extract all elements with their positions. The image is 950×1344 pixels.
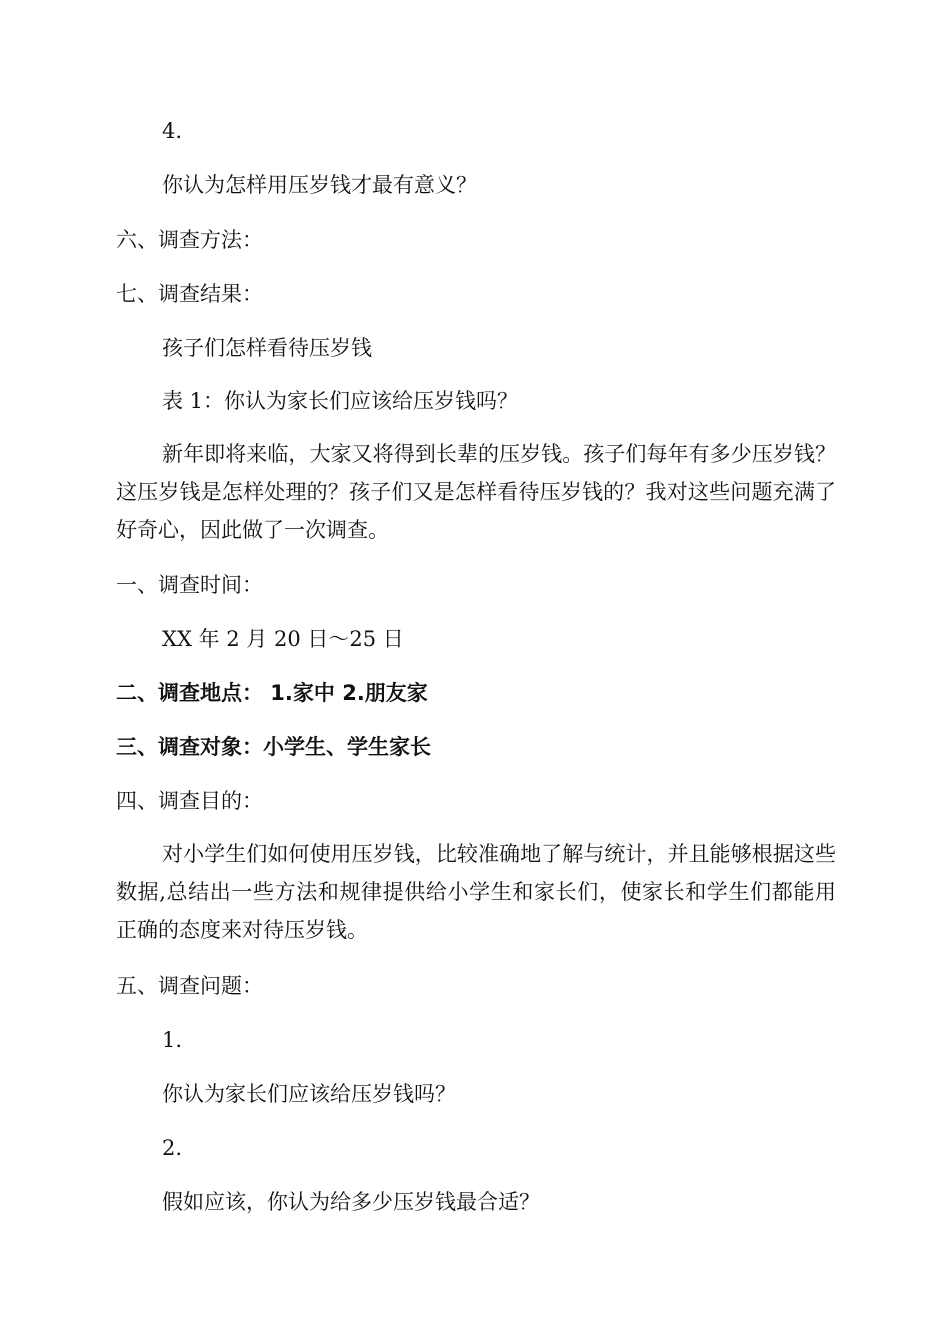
section-heading-method: 六、调查方法： — [116, 228, 263, 252]
question-2-text: 假如应该，你认为给多少压岁钱最合适？ — [162, 1190, 540, 1214]
question-4-text: 你认为怎样用压岁钱才最有意义？ — [162, 173, 477, 197]
section-heading-results: 七、调查结果： — [116, 282, 263, 306]
section-heading-purpose: 四、调查目的： — [116, 789, 263, 813]
question-2-number: 2. — [162, 1136, 183, 1160]
section-heading-subjects: 三、调查对象：小学生、学生家长 — [116, 735, 431, 759]
section-heading-location: 二、调查地点： 1.家中 2.朋友家 — [116, 681, 428, 705]
purpose-paragraph: 对小学生们如何使用压岁钱，比较准确地了解与统计，并且能够根据这些数据,总结出一些方法和规律提供给小学生和家长们，使家长和学生们都能用正确的态度来对待压岁钱。 — [116, 842, 836, 942]
table-1-caption: 表 1：你认为家长们应该给压岁钱吗？ — [162, 389, 519, 413]
section-heading-time: 一、调查时间： — [116, 573, 263, 597]
section-heading-questions: 五、调查问题： — [116, 974, 263, 998]
results-subtitle: 孩子们怎样看待压岁钱 — [162, 336, 372, 360]
intro-paragraph: 新年即将来临，大家又将得到长辈的压岁钱。孩子们每年有多少压岁钱？这压岁钱是怎样处理的？孩子们又是怎样看待压岁钱的？我对这些问题充满了好奇心，因此做了一次调查。 — [116, 442, 836, 542]
survey-time-value: XX 年 2 月 20 日～25 日 — [162, 627, 404, 651]
question-1-text: 你认为家长们应该给压岁钱吗？ — [162, 1082, 456, 1106]
question-1-number: 1. — [162, 1028, 183, 1052]
question-4-number: 4. — [162, 119, 183, 143]
